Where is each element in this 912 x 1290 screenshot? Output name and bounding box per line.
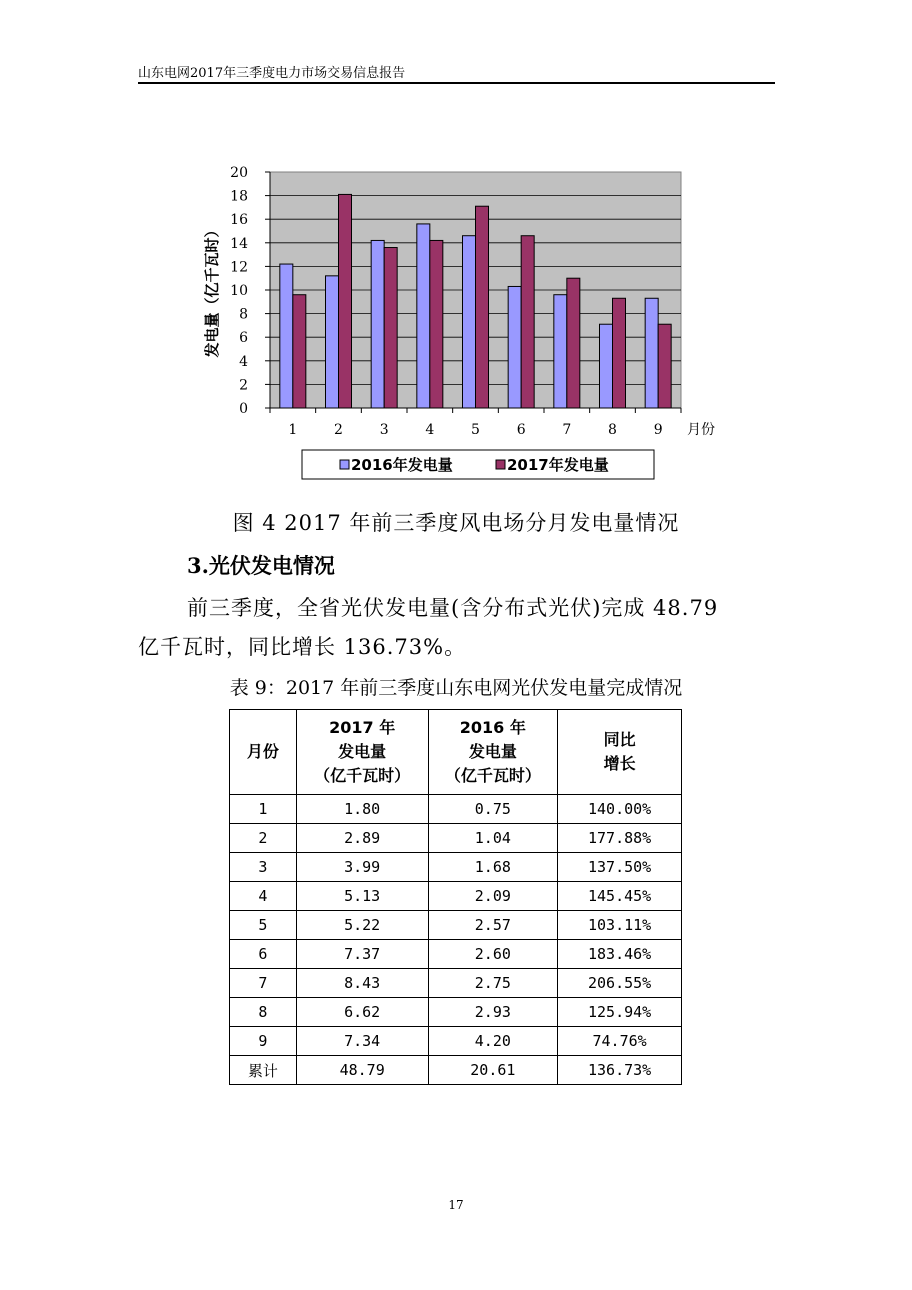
wind-monthly-generation-chart xyxy=(190,160,730,490)
table-row xyxy=(230,795,682,824)
y-tick-label: 16 xyxy=(230,212,248,229)
legend-label-2017: 2017年发电量 xyxy=(507,456,609,474)
bar-2017 xyxy=(521,236,534,408)
cell-month: 7 xyxy=(230,969,297,998)
header-growth-line-1: 同比 xyxy=(603,730,636,749)
table-row xyxy=(230,1027,682,1056)
cell-2016: 2.57 xyxy=(428,911,558,940)
y-tick-label: 2 xyxy=(239,377,248,394)
cell-2016: 1.04 xyxy=(428,824,558,853)
header-2016 xyxy=(428,710,558,795)
cell-2016: 0.75 xyxy=(428,795,558,824)
y-tick-label: 8 xyxy=(239,306,248,323)
header-2016-line-2: 发电量 xyxy=(468,742,517,761)
x-tick-label: 5 xyxy=(471,422,480,438)
x-tick-label: 7 xyxy=(562,422,572,438)
bar-2016 xyxy=(326,276,339,408)
x-tick-label: 3 xyxy=(379,422,389,438)
cell-2017: 3.99 xyxy=(296,853,428,882)
y-tick-label: 14 xyxy=(230,235,248,252)
cell-2016: 4.20 xyxy=(428,1027,558,1056)
bar-2016 xyxy=(554,295,567,408)
bar-2017 xyxy=(613,298,626,408)
header-rule xyxy=(138,82,775,84)
header-2017-line-3: （亿千瓦时） xyxy=(314,766,411,785)
table-row xyxy=(230,824,682,853)
cell-growth: 137.50% xyxy=(558,853,682,882)
x-tick-label: 4 xyxy=(425,422,435,438)
y-tick-label: 0 xyxy=(239,401,248,417)
legend-swatch-2017 xyxy=(496,460,505,469)
header-2016-line-3: （亿千瓦时） xyxy=(444,766,541,785)
header-growth xyxy=(558,710,682,795)
table-row xyxy=(230,969,682,998)
cell-growth: 103.11% xyxy=(558,911,682,940)
bar-2017 xyxy=(293,295,306,408)
header-2016-line-1: 2016 年 xyxy=(459,718,526,737)
bar-2017 xyxy=(567,278,580,408)
cell-month: 1 xyxy=(230,795,297,824)
x-tick-label: 6 xyxy=(516,422,526,438)
table-row xyxy=(230,940,682,969)
x-tick-label: 9 xyxy=(653,422,663,438)
report-header-title: 山东电网2017年三季度电力市场交易信息报告 xyxy=(138,66,406,81)
bar-2016 xyxy=(371,240,384,408)
table-row xyxy=(230,882,682,911)
cell-2017: 2.89 xyxy=(296,824,428,853)
table-row xyxy=(230,853,682,882)
bar-2017 xyxy=(658,324,671,408)
table-row xyxy=(230,998,682,1027)
cell-month: 6 xyxy=(230,940,297,969)
x-tick-label: 8 xyxy=(608,422,617,438)
cell-month: 9 xyxy=(230,1027,297,1056)
cell-2016: 20.61 xyxy=(428,1056,558,1085)
cell-2017: 48.79 xyxy=(296,1056,428,1085)
header-2017-line-2: 发电量 xyxy=(338,742,387,761)
cell-2016: 2.60 xyxy=(428,940,558,969)
paragraph-line-2: 亿千瓦时，同比增长 136.73%。 xyxy=(138,635,467,659)
cell-2017: 7.37 xyxy=(296,940,428,969)
legend-swatch-2016 xyxy=(340,460,349,469)
section-heading: 3.光伏发电情况 xyxy=(187,553,335,578)
y-tick-label: 18 xyxy=(230,188,248,205)
cell-month: 5 xyxy=(230,911,297,940)
pv-generation-table xyxy=(229,709,682,1085)
cell-growth: 183.46% xyxy=(558,940,682,969)
cell-growth: 74.76% xyxy=(558,1027,682,1056)
header-2017 xyxy=(296,710,428,795)
bar-2016 xyxy=(508,286,521,408)
header-growth-line-2: 增长 xyxy=(603,754,636,773)
cell-growth: 145.45% xyxy=(558,882,682,911)
cell-month: 累计 xyxy=(230,1056,297,1085)
cell-2017: 5.13 xyxy=(296,882,428,911)
cell-2016: 1.68 xyxy=(428,853,558,882)
table-header-row xyxy=(230,710,682,795)
y-tick-label: 6 xyxy=(239,330,248,347)
cell-2016: 2.75 xyxy=(428,969,558,998)
y-tick-label: 4 xyxy=(239,353,248,370)
table-row xyxy=(230,1056,682,1085)
cell-2016: 2.09 xyxy=(428,882,558,911)
cell-growth: 125.94% xyxy=(558,998,682,1027)
cell-2017: 8.43 xyxy=(296,969,428,998)
cell-month: 2 xyxy=(230,824,297,853)
figure-caption: 图 4 2017 年前三季度风电场分月发电量情况 xyxy=(232,511,680,535)
cell-growth: 206.55% xyxy=(558,969,682,998)
cell-2017: 1.80 xyxy=(296,795,428,824)
bar-2016 xyxy=(600,324,613,408)
cell-2017: 5.22 xyxy=(296,911,428,940)
cell-2017: 7.34 xyxy=(296,1027,428,1056)
y-tick-label: 12 xyxy=(230,259,248,276)
header-month: 月份 xyxy=(230,710,297,795)
cell-month: 4 xyxy=(230,882,297,911)
paragraph-line-1: 前三季度，全省光伏发电量(含分布式光伏)完成 48.79 xyxy=(187,596,719,620)
y-axis-label: 发电量（亿千瓦时） xyxy=(203,222,221,358)
table-caption: 表 9：2017 年前三季度山东电网光伏发电量完成情况 xyxy=(229,677,683,699)
bar-2016 xyxy=(280,264,293,408)
header-2017-line-1: 2017 年 xyxy=(329,718,396,737)
x-tick-label: 2 xyxy=(334,422,343,438)
bar-2017 xyxy=(384,248,397,408)
table-row xyxy=(230,911,682,940)
y-tick-label: 20 xyxy=(230,165,248,181)
cell-growth: 136.73% xyxy=(558,1056,682,1085)
page-number: 17 xyxy=(448,1198,464,1212)
bar-2016 xyxy=(463,236,476,408)
cell-2016: 2.93 xyxy=(428,998,558,1027)
legend-label-2016: 2016年发电量 xyxy=(351,456,453,474)
y-tick-label: 10 xyxy=(230,283,248,299)
bar-2017 xyxy=(476,206,489,408)
bar-2016 xyxy=(645,298,658,408)
cell-month: 8 xyxy=(230,998,297,1027)
x-axis-label: 月份 xyxy=(687,422,715,438)
x-tick-label: 1 xyxy=(288,422,298,438)
cell-month: 3 xyxy=(230,853,297,882)
bar-2017 xyxy=(430,240,443,408)
bar-2017 xyxy=(339,194,352,408)
cell-growth: 177.88% xyxy=(558,824,682,853)
bar-2016 xyxy=(417,224,430,408)
cell-2017: 6.62 xyxy=(296,998,428,1027)
cell-growth: 140.00% xyxy=(558,795,682,824)
